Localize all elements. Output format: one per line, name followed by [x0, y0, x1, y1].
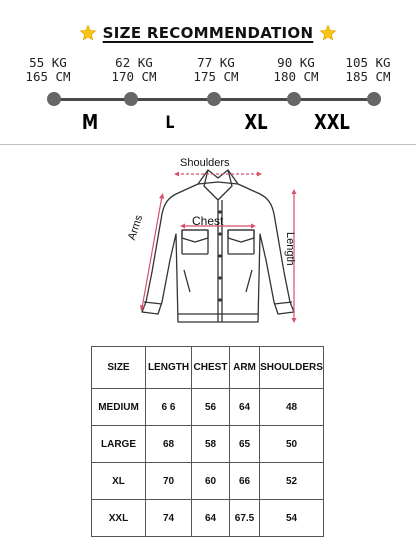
- size-label-m: M: [81, 110, 99, 134]
- header-size: SIZE: [92, 347, 146, 389]
- shoulders-label: Shoulders: [180, 157, 230, 169]
- size-label-l: L: [165, 113, 175, 133]
- table-cell: 54: [260, 500, 324, 537]
- star-icon: [79, 24, 97, 42]
- length-label: Length: [284, 232, 296, 266]
- size-scale: [0, 56, 416, 136]
- stop-height: 170 CM: [111, 69, 157, 84]
- scale-dot: [47, 92, 61, 106]
- table-cell: 74: [146, 500, 192, 537]
- size-table: [91, 346, 324, 537]
- page-title: SIZE RECOMMENDATION: [102, 24, 314, 42]
- table-cell: 56: [192, 389, 230, 426]
- table-cell: XXL: [92, 500, 146, 537]
- star-icon: [319, 24, 337, 42]
- arms-label: Arms: [126, 213, 146, 242]
- table-cell: 58: [192, 426, 230, 463]
- table-row: [92, 426, 324, 463]
- table-cell: 67.5: [230, 500, 260, 537]
- stop-weight: 62 KG: [115, 55, 153, 70]
- stop-weight: 77 KG: [197, 55, 235, 70]
- table-cell: 60: [192, 463, 230, 500]
- scale-dot: [287, 92, 301, 106]
- table-cell: XL: [92, 463, 146, 500]
- table-cell: 66: [230, 463, 260, 500]
- table-cell: 6 6: [146, 389, 192, 426]
- table-cell: 52: [260, 463, 324, 500]
- table-header-row: [92, 347, 324, 389]
- scale-stop: [13, 56, 83, 84]
- size-label-xxl: XXL: [314, 110, 350, 134]
- table-cell: LARGE: [92, 426, 146, 463]
- stop-weight: 55 KG: [29, 55, 67, 70]
- section-divider: [0, 144, 416, 145]
- table-row: [92, 463, 324, 500]
- scale-stop: [181, 56, 251, 84]
- scale-stop: [99, 56, 169, 84]
- table-cell: 70: [146, 463, 192, 500]
- table-row: [92, 500, 324, 537]
- stop-height: 185 CM: [345, 69, 391, 84]
- header-length: LENGTH: [146, 347, 192, 389]
- chest-label: Chest: [192, 214, 224, 228]
- table-cell: MEDIUM: [92, 389, 146, 426]
- table-cell: 64: [192, 500, 230, 537]
- table-cell: 65: [230, 426, 260, 463]
- stop-height: 180 CM: [273, 69, 319, 84]
- scale-dot: [124, 92, 138, 106]
- table-row: [92, 389, 324, 426]
- stop-weight: 105 KG: [345, 55, 391, 70]
- scale-stop: [333, 56, 403, 84]
- table-cell: 48: [260, 389, 324, 426]
- header-arm: ARM: [230, 347, 260, 389]
- header-chest: CHEST: [192, 347, 230, 389]
- scale-stop: [261, 56, 331, 84]
- table-cell: 64: [230, 389, 260, 426]
- header: [0, 22, 416, 44]
- scale-dot: [207, 92, 221, 106]
- header-shoulders: SHOULDERS: [260, 347, 324, 389]
- stop-weight: 90 KG: [277, 55, 315, 70]
- table-cell: 68: [146, 426, 192, 463]
- size-label-xl: XL: [244, 110, 268, 134]
- scale-dot: [367, 92, 381, 106]
- stop-height: 175 CM: [193, 69, 239, 84]
- stop-height: 165 CM: [25, 69, 71, 84]
- table-cell: 50: [260, 426, 324, 463]
